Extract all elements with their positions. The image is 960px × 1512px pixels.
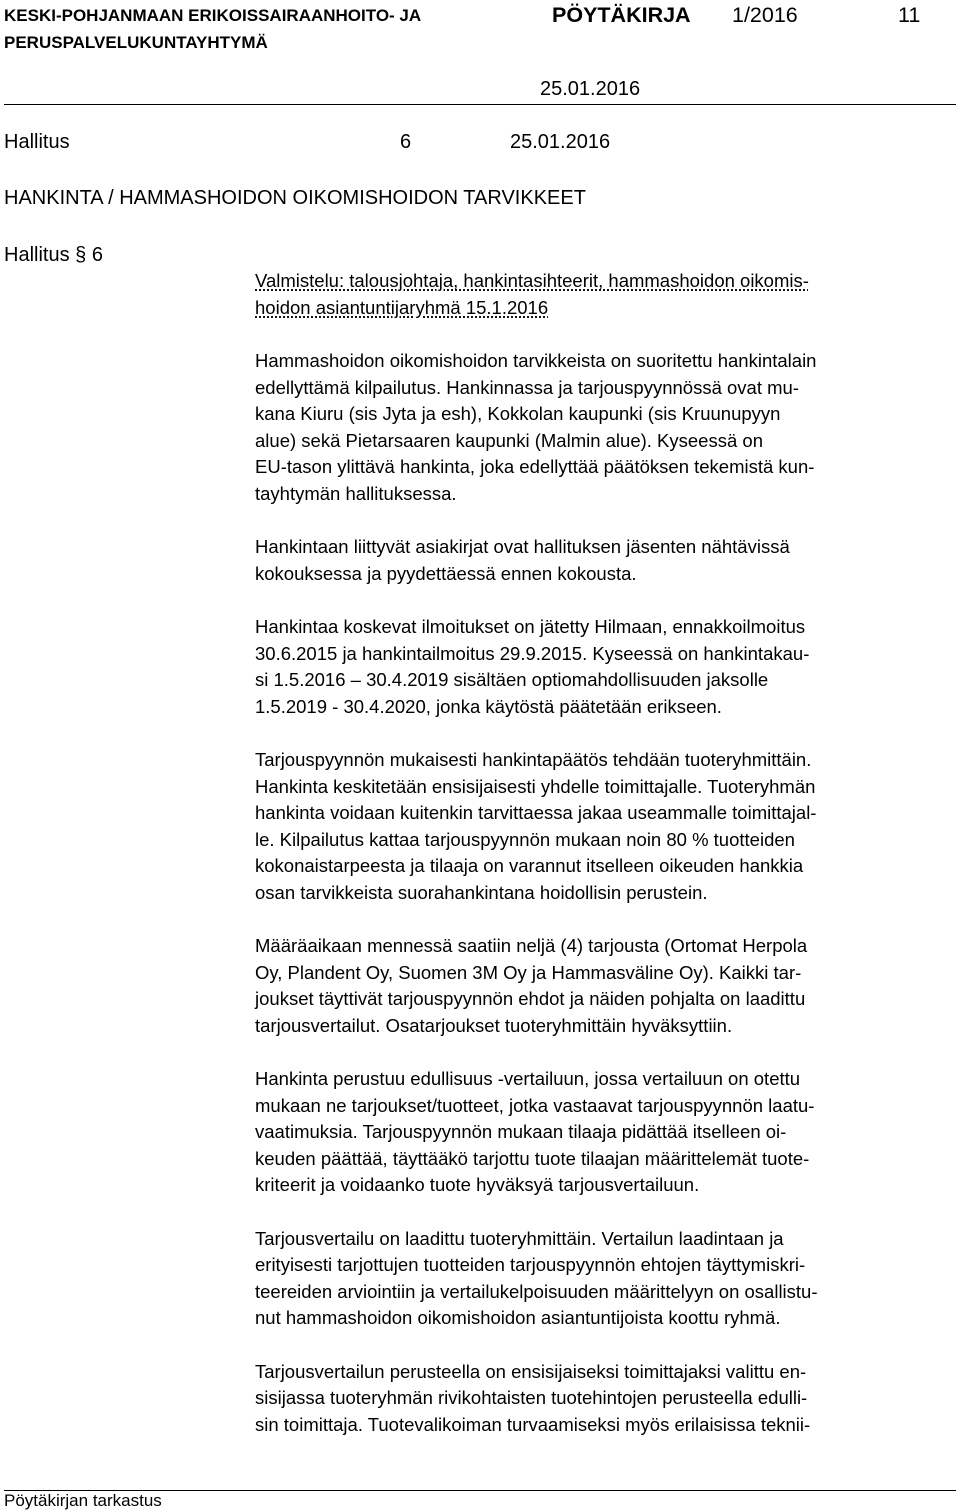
paragraph (255, 534, 955, 587)
text-line: kokonaistarpeesta ja tilaaja on varannut itselleen oikeuden hankkia (255, 855, 804, 876)
text-line: 30.6.2015 ja hankintailmoitus 29.9.2015. Kyseessä on hankintakau- (255, 642, 810, 664)
text-line: alue) sekä Pietarsaaren kaupunki (Malmin alue). Kyseessä on (255, 429, 763, 451)
text-line: sisijassa tuoteryhmän rivikohtaisten tuotehintojen perusteella edulli- (255, 1387, 808, 1408)
text-line: Hankinta perustuu edullisuus -vertailuun, jossa vertailuun on otettu (255, 1068, 801, 1089)
preparation-note (255, 268, 955, 321)
preparation-line: hoidon asiantuntijaryhmä 15.1.2016 (255, 296, 549, 318)
text-line: Hammashoidon oikomishoidon tarvikkeista on suoritettu hankintalain (255, 350, 817, 371)
preparation-line: Valmistelu: talousjohtaja, hankintasihteerit, hammashoidon oikomis- (255, 270, 809, 291)
text-line: keuden päättää, täyttääkö tarjottu tuote tilaajan määrittelemät tuote- (255, 1147, 810, 1169)
paragraph (255, 1359, 955, 1439)
text-line: vaatimuksia. Tarjouspyynnön mukaan tilaaja pidättää itselleen oi- (255, 1121, 787, 1142)
text-line: kokouksessa ja pyydettäessä ennen kokousta. (255, 562, 637, 584)
paragraph (255, 614, 955, 720)
text-line: Hankinta keskitetään ensisijaisesti yhdelle toimittajalle. Tuoteryhmän (255, 775, 816, 797)
body-text (255, 348, 955, 1465)
text-line: Hankintaa koskevat ilmoitukset on jätetty Hilmaan, ennakkoilmoitus (255, 616, 806, 637)
paragraph (255, 348, 955, 507)
header-divider (4, 104, 956, 105)
text-line: mukaan ne tarjoukset/tuotteet, jotka vastaavat tarjouspyynnön laatu- (255, 1094, 815, 1116)
document-number: 1/2016 (732, 3, 798, 27)
text-line: joukset täyttivät tarjouspyynnön ehdot ja näiden pohjalta on laadittu (255, 988, 806, 1009)
footer-label: Pöytäkirjan tarkastus (4, 1491, 162, 1510)
text-line: tayhtymän hallituksessa. (255, 482, 457, 504)
text-line: sin toimittaja. Tuotevalikoiman turvaamiseksi myös erilaisissa teknii- (255, 1413, 811, 1435)
text-line: edellyttämä kilpailutus. Hankinnassa ja tarjouspyynnössä ovat mu- (255, 376, 799, 398)
paragraph (255, 1066, 955, 1199)
text-line: si 1.5.2016 – 30.4.2019 sisältäen optiomahdollisuuden jaksolle (255, 669, 769, 690)
section-reference: Hallitus § 6 (4, 244, 103, 266)
text-line: Hankintaan liittyvät asiakirjat ovat hallituksen jäsenten nähtävissä (255, 536, 790, 557)
item-title: HANKINTA / HAMMASHOIDON OIKOMISHOIDON TARVIKKEET (4, 187, 586, 209)
organization-name-line2: PERUSPALVELUKUNTAYHTYMÄ (4, 33, 268, 52)
paragraph (255, 747, 955, 906)
meeting-body: Hallitus (4, 131, 70, 153)
text-line: kana Kiuru (sis Jyta ja esh), Kokkolan kaupunki (sis Kruunupyyn (255, 403, 781, 424)
page-number: 11 (898, 3, 921, 27)
text-line: teereiden arviointiin ja vertailukelpoisuuden määrittelyyn on osallistu- (255, 1280, 818, 1302)
text-line: osan tarvikkeista suorahankintana hoidollisin perustein. (255, 881, 708, 903)
header-date: 25.01.2016 (540, 78, 641, 100)
meeting-section: 6 (400, 131, 412, 153)
text-line: hankinta voidaan kuitenkin tarvittaessa jakaa useammalle toimittajal- (255, 802, 817, 823)
text-line: le. Kilpailutus kattaa tarjouspyynnön mukaan noin 80 % tuotteiden (255, 828, 795, 850)
text-line: Tarjousvertailu on laadittu tuoteryhmittäin. Vertailun laadintaan ja (255, 1227, 784, 1249)
document-type: PÖYTÄKIRJA (552, 3, 691, 27)
text-line: nut hammashoidon oikomishoidon asiantuntijoista koottu ryhmä. (255, 1307, 781, 1328)
text-line: tarjousvertailut. Osatarjoukset tuoteryhmittäin hyväksyttiin. (255, 1014, 733, 1036)
paragraph (255, 1226, 955, 1332)
text-line: erityisesti tarjottujen tuotteiden tarjouspyynnön ehtojen täyttymiskri- (255, 1254, 806, 1275)
text-line: Oy, Plandent Oy, Suomen 3M Oy ja Hammasväline Oy). Kaikki tar- (255, 961, 802, 983)
text-line: Määräaikaan mennessä saatiin neljä (4) tarjousta (Ortomat Herpola (255, 935, 808, 956)
paragraph (255, 933, 955, 1039)
organization-name-line1: KESKI-POHJANMAAN ERIKOISSAIRAANHOITO- JA (4, 6, 422, 25)
text-line: 1.5.2019 - 30.4.2020, jonka käytöstä päätetään erikseen. (255, 695, 722, 717)
organization-name (4, 2, 421, 56)
text-line: Tarjousvertailun perusteella on ensisijaiseksi toimittajaksi valittu en- (255, 1360, 807, 1382)
text-line: kriteerit ja voidaanko tuote hyväksyä tarjousvertailuun. (255, 1174, 700, 1195)
meeting-date: 25.01.2016 (510, 131, 611, 153)
text-line: EU-tason ylittävä hankinta, joka edellyttää päätöksen tekemistä kun- (255, 456, 815, 477)
text-line: Tarjouspyynnön mukaisesti hankintapäätös tehdään tuoteryhmittäin. (255, 749, 812, 770)
